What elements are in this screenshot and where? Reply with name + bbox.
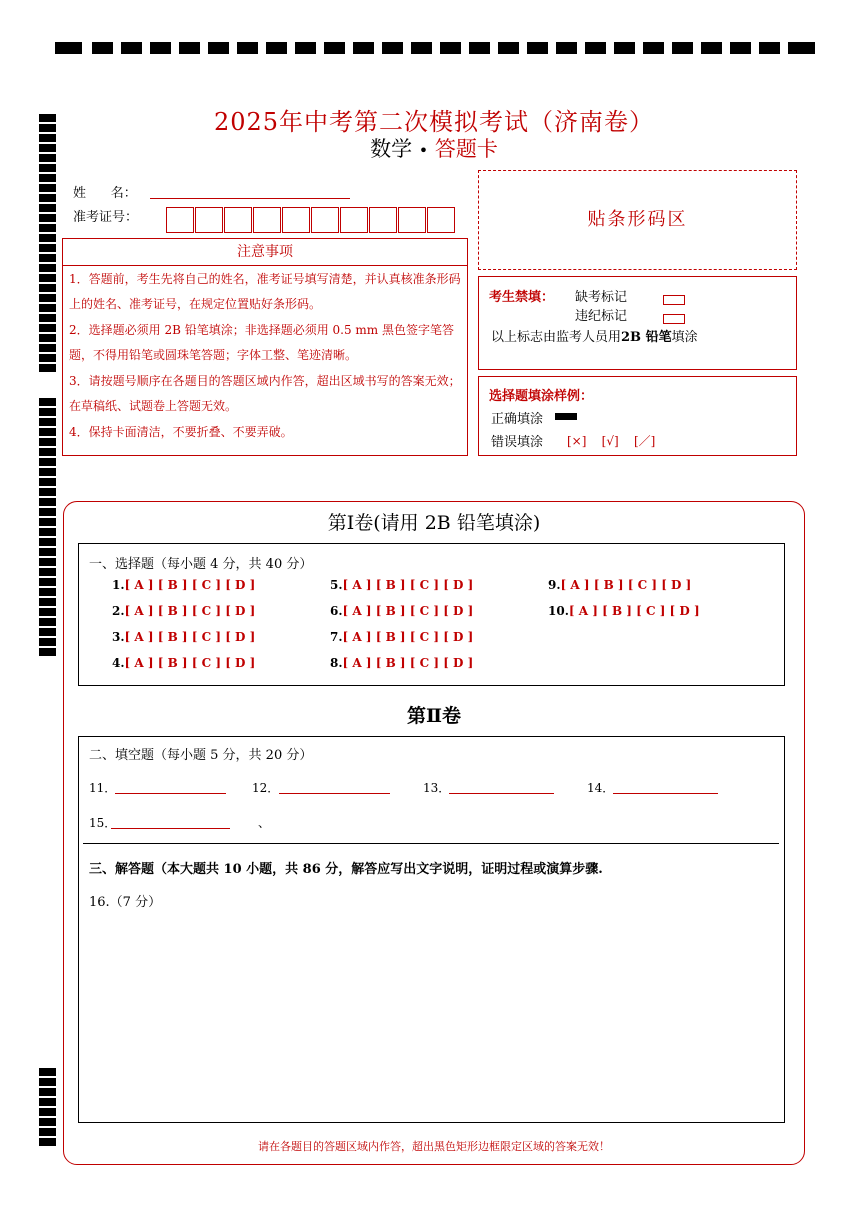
- ticket-digit-cell[interactable]: [282, 207, 310, 233]
- timing-mark: [39, 334, 56, 342]
- timing-mark: [39, 194, 56, 202]
- option-bubbles[interactable]: [ A ] [ B ] [ C ] [ D ]: [124, 630, 256, 644]
- timing-mark: [556, 42, 577, 54]
- timing-mark: [39, 438, 56, 446]
- blank-12-field[interactable]: [279, 793, 390, 794]
- ticket-digit-cell[interactable]: [195, 207, 223, 233]
- option-bubbles[interactable]: [ A ] [ B ] [ C ] [ D ]: [342, 578, 474, 592]
- choice-question-4[interactable]: [112, 656, 255, 670]
- blank-11-field[interactable]: [115, 793, 226, 794]
- timing-mark: [39, 518, 56, 526]
- timing-mark: [730, 42, 751, 54]
- choice-question-10[interactable]: [548, 604, 700, 618]
- ticket-digit-cell[interactable]: [311, 207, 339, 233]
- timing-mark: [39, 344, 56, 352]
- barcode-area: [478, 170, 797, 270]
- ticket-digit-cell[interactable]: [224, 207, 252, 233]
- subject-name: 数学: [370, 137, 413, 161]
- timing-mark: [672, 42, 693, 54]
- timing-mark: [39, 418, 56, 426]
- blank-number: 12．: [252, 781, 280, 795]
- q16-label: 16.（7 分）: [89, 895, 162, 910]
- timing-mark: [39, 398, 56, 406]
- timing-mark: [39, 618, 56, 626]
- timing-mark: [324, 42, 345, 54]
- timing-mark: [39, 234, 56, 242]
- question-number: 10.: [548, 604, 569, 618]
- blank-15-separator: 、: [258, 816, 271, 830]
- question-number: 5.: [330, 578, 343, 592]
- notice-item: 3．请按题号顺序在各题目的答题区域内作答，超出区域书写的答案无效；在草稿纸、试题卷上答题无效。: [69, 374, 461, 413]
- choice-section-title: 一、选择题（每小题 4 分，共 40 分）: [89, 557, 313, 572]
- option-bubbles[interactable]: [ A ] [ B ] [ C ] [ D ]: [342, 630, 474, 644]
- ticket-label: 准考证号：: [73, 210, 139, 225]
- question-number: 9.: [548, 578, 561, 592]
- question-number: 8.: [330, 656, 343, 670]
- question-number: 6.: [330, 604, 343, 618]
- choice-question-9[interactable]: [548, 578, 691, 592]
- ticket-digit-cell[interactable]: [427, 207, 455, 233]
- fill-example-box: [478, 376, 797, 456]
- timing-mark: [39, 548, 56, 556]
- notice-item: 4．保持卡面清洁，不要折叠、不要弄破。: [69, 425, 293, 439]
- exam-title: 2025年中考第二次模拟考试（济南卷）: [213, 108, 655, 136]
- timing-mark: [39, 588, 56, 596]
- part1-title: 第Ⅰ卷(请用 2B 铅笔填涂): [327, 512, 541, 534]
- note-suffix: 填涂: [671, 330, 698, 345]
- fill-section-title: 二、填空题（每小题 5 分，共 20 分）: [89, 748, 313, 763]
- timing-mark: [39, 628, 56, 636]
- choice-question-2[interactable]: [112, 604, 255, 618]
- timing-mark: [39, 204, 56, 212]
- timing-mark: [585, 42, 606, 54]
- blank-13-field[interactable]: [449, 793, 554, 794]
- timing-mark: [39, 428, 56, 436]
- timing-mark: [266, 42, 287, 54]
- choice-question-8[interactable]: [330, 656, 473, 670]
- timing-mark: [39, 174, 56, 182]
- timing-mark: [39, 448, 56, 456]
- blank-number: 11．: [89, 781, 117, 795]
- timing-mark: [353, 42, 374, 54]
- ticket-digit-cell[interactable]: [166, 207, 194, 233]
- timing-mark: [527, 42, 548, 54]
- timing-mark: [759, 42, 780, 54]
- timing-mark: [39, 1068, 56, 1076]
- card-subtitle: [0, 133, 868, 163]
- timing-mark: [39, 408, 56, 416]
- timing-mark: [179, 42, 200, 54]
- option-bubbles[interactable]: [ A ] [ B ] [ C ] [ D ]: [560, 578, 692, 592]
- option-bubbles[interactable]: [ A ] [ B ] [ C ] [ D ]: [342, 604, 474, 618]
- timing-mark: [614, 42, 635, 54]
- timing-mark: [39, 558, 56, 566]
- timing-mark: [39, 508, 56, 516]
- violation-mark-box[interactable]: [663, 308, 685, 327]
- timing-mark: [39, 638, 56, 646]
- choice-question-7[interactable]: [330, 630, 473, 644]
- blank-14-field[interactable]: [613, 793, 718, 794]
- card-name: 答题卡: [434, 137, 498, 161]
- timing-mark: [643, 42, 664, 54]
- question-number: 2.: [112, 604, 125, 618]
- question-number: 7.: [330, 630, 343, 644]
- option-bubbles[interactable]: [ A ] [ B ] [ C ] [ D ]: [124, 656, 256, 670]
- timing-mark: [39, 1128, 56, 1136]
- timing-mark: [788, 42, 815, 54]
- ticket-digit-cell[interactable]: [398, 207, 426, 233]
- notice-item: 2．选择题必须用 2B 铅笔填涂；非选择题必须用 0.5 mm 黑色签字笔答题，不得用铅笔或圆珠笔答题；字体工整、笔迹清晰。: [69, 323, 455, 362]
- timing-mark: [150, 42, 171, 54]
- correct-fill-sample: [555, 413, 577, 420]
- timing-mark: [39, 488, 56, 496]
- timing-mark: [39, 568, 56, 576]
- absent-label: 缺考标记: [575, 290, 628, 305]
- timing-mark: [39, 598, 56, 606]
- ticket-digit-cell[interactable]: [340, 207, 368, 233]
- timing-mark: [39, 498, 56, 506]
- option-bubbles[interactable]: [ A ] [ B ] [ C ] [ D ]: [342, 656, 474, 670]
- forbidden-title: 考生禁填：: [489, 290, 555, 305]
- question-number: 3.: [112, 630, 125, 644]
- timing-mark: [39, 224, 56, 232]
- blank-number: 15．: [89, 816, 117, 830]
- part2-title: 第Ⅱ卷: [406, 705, 461, 727]
- timing-mark: [39, 164, 56, 172]
- timing-mark: [411, 42, 432, 54]
- timing-mark: [39, 214, 56, 222]
- forbidden-note: [491, 326, 698, 345]
- absent-mark-box[interactable]: [663, 289, 685, 308]
- q16-answer-area[interactable]: [83, 911, 779, 1111]
- question-number: 1.: [112, 578, 125, 592]
- timing-mark: [382, 42, 403, 54]
- timing-mark: [39, 578, 56, 586]
- timing-mark: [39, 1078, 56, 1086]
- wrong-fill-marks: [×] [√] [／]: [567, 434, 656, 448]
- timing-mark: [55, 42, 82, 54]
- top-timing-marks: [55, 42, 815, 54]
- timing-mark: [295, 42, 316, 54]
- option-bubbles[interactable]: [ A ] [ B ] [ C ] [ D ]: [124, 604, 256, 618]
- timing-mark: [237, 42, 258, 54]
- blank-15-field[interactable]: [111, 828, 230, 829]
- timing-mark: [39, 538, 56, 546]
- timing-mark: [39, 304, 56, 312]
- ticket-number-grid[interactable]: [166, 207, 456, 233]
- timing-mark: [39, 648, 56, 656]
- choice-question-5[interactable]: [330, 578, 473, 592]
- choice-question-1[interactable]: [112, 578, 255, 592]
- timing-mark: [39, 184, 56, 192]
- section-divider: [83, 843, 779, 844]
- notice-box: [62, 238, 468, 456]
- blank-number: 13．: [423, 781, 451, 795]
- notice-title: 注意事项: [63, 239, 467, 266]
- wrong-fill-label: 错误填涂: [491, 435, 544, 450]
- question-number: 4.: [112, 656, 125, 670]
- fill-example-title: 选择题填涂样例：: [489, 389, 594, 404]
- note-bold: 2B 铅笔: [621, 330, 672, 345]
- option-bubbles[interactable]: [ A ] [ B ] [ C ] [ D ]: [124, 578, 256, 592]
- timing-mark: [39, 364, 56, 372]
- timing-mark: [39, 478, 56, 486]
- timing-mark: [39, 608, 56, 616]
- examinee-forbidden-box: [478, 276, 797, 370]
- name-label: 姓 名：: [73, 186, 137, 201]
- note-prefix: 以上标志由监考人员用: [491, 330, 622, 345]
- footer-warning: 请在各题目的答题区域内作答，超出黑色矩形边框限定区域的答案无效！: [258, 1140, 610, 1153]
- timing-mark: [39, 468, 56, 476]
- timing-mark: [39, 244, 56, 252]
- timing-mark: [39, 324, 56, 332]
- violation-label: 违纪标记: [575, 309, 628, 324]
- timing-mark: [498, 42, 519, 54]
- timing-mark: [39, 528, 56, 536]
- timing-mark: [39, 1098, 56, 1106]
- solve-section-title: 三、解答题（本大题共 10 小题，共 86 分，解答应写出文字说明，证明过程或演算步骤.: [89, 862, 603, 877]
- name-field[interactable]: [150, 198, 350, 199]
- timing-mark: [39, 1108, 56, 1116]
- option-bubbles[interactable]: [ A ] [ B ] [ C ] [ D ]: [568, 604, 700, 618]
- timing-mark: [39, 274, 56, 282]
- timing-mark: [39, 314, 56, 322]
- timing-mark: [469, 42, 490, 54]
- timing-mark: [39, 284, 56, 292]
- timing-mark: [121, 42, 142, 54]
- timing-mark: [39, 1088, 56, 1096]
- choice-question-3[interactable]: [112, 630, 255, 644]
- timing-mark: [440, 42, 461, 54]
- timing-mark: [39, 458, 56, 466]
- subtitle-dot: •: [418, 141, 429, 160]
- correct-fill-label: 正确填涂: [491, 412, 544, 427]
- notice-item: 1．答题前，考生先将自己的姓名，准考证号填写清楚，并认真核准条形码上的姓名、准考证号，在规定位置贴好条形码。: [69, 272, 461, 311]
- timing-mark: [39, 1118, 56, 1126]
- timing-mark: [39, 254, 56, 262]
- barcode-label: 贴条形码区: [587, 209, 688, 230]
- ticket-digit-cell[interactable]: [253, 207, 281, 233]
- timing-mark: [701, 42, 722, 54]
- timing-mark: [92, 42, 113, 54]
- timing-mark: [208, 42, 229, 54]
- ticket-digit-cell[interactable]: [369, 207, 397, 233]
- timing-mark: [39, 354, 56, 362]
- blank-number: 14．: [587, 781, 615, 795]
- timing-mark: [39, 264, 56, 272]
- timing-mark: [39, 1138, 56, 1146]
- timing-mark: [39, 294, 56, 302]
- choice-question-6[interactable]: [330, 604, 473, 618]
